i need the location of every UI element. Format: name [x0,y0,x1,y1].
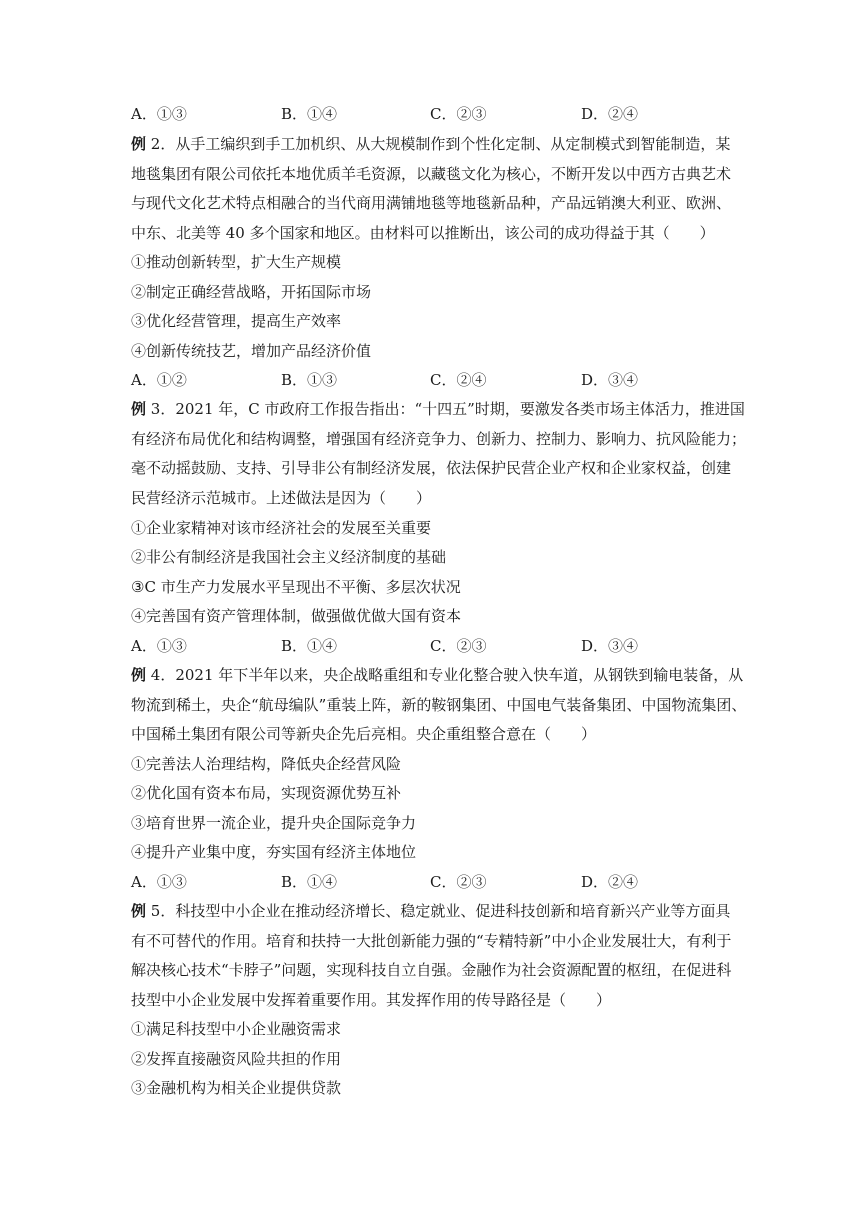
statement-item: ②优化国有资本布局，实现资源优势互补 [131,784,402,802]
example-label: 例 [131,902,147,920]
question-stem-line: 民营经济示范城市。上述做法是因为（ ） [131,488,432,507]
statement-item: ②非公有制经济是我国社会主义经济制度的基础 [131,548,447,566]
question-number: 4． [146,666,176,684]
statement-item: ③优化经营管理，提高生产效率 [131,312,342,330]
example-label: 例 [131,666,147,684]
answer-options [131,370,731,390]
answer-option: C．②③ [430,873,487,891]
statement-item: ④创新传统技艺，增加产品经济价值 [131,342,372,360]
answer-option: B．①④ [281,105,338,123]
statement-item: ①完善法人治理结构，降低央企经营风险 [131,755,402,773]
example-label: 例 [131,135,147,153]
question-stem-line: 物流到稀土，央企“航母编队”重装上阵，新的鞍钢集团、中国电气装备集团、中国物流集团、 [131,695,747,714]
answer-option: C．②④ [430,371,487,389]
answer-option: A．①② [131,371,187,389]
answer-options [131,104,731,124]
statement-item: ③C 市生产力发展水平呈现出不平衡、多层次状况 [131,578,461,596]
question-stem-line: 解决核心技术“卡脖子”问题，实现科技自立自强。金融作为社会资源配置的枢纽，在促进科 [131,961,732,979]
answer-option: C．②③ [430,105,487,123]
question-number: 2． [146,135,176,153]
statement-item: ④提升产业集中度，夯实国有经济主体地位 [131,843,417,861]
answer-option: D．③④ [581,371,639,389]
answer-option: C．②③ [430,637,487,655]
answer-option: B．①④ [281,873,338,891]
statement-item: ①企业家精神对该市经济社会的发展至关重要 [131,519,432,537]
answer-option: D．③④ [581,637,639,655]
question-stem-first-line [131,901,731,921]
answer-option: D．②④ [581,873,639,891]
statement-item: ②发挥直接融资风险共担的作用 [131,1050,342,1068]
question-text: 2021 年下半年以来，央企战略重组和专业化整合驶入快车道，从钢铁到输电装备，从 [175,666,744,684]
question-number: 3． [146,400,176,418]
statement-item: ④完善国有资产管理体制，做强做优做大国有资本 [131,607,462,625]
question-number: 5． [146,902,176,920]
question-text: 科技型中小企业在推动经济增长、稳定就业、促进科技创新和培育新兴产业等方面具 [175,902,731,920]
answer-option: A．①③ [131,105,187,123]
question-stem-line: 有不可替代的作用。培育和扶持一大批创新能力强的“专精特新”中小企业发展壮大，有利于 [131,931,732,950]
statement-item: ①推动创新转型，扩大生产规模 [131,253,342,271]
question-stem-first-line [131,665,744,685]
statement-item: ①满足科技型中小企业融资需求 [131,1020,342,1038]
answer-option: A．①③ [131,873,187,891]
statement-item: ③培育世界一流企业，提升央企国际竞争力 [131,814,417,832]
question-stem-line: 中国稀土集团有限公司等新央企先后亮相。央企重组整合意在（ ） [131,725,597,743]
question-text: 2021 年，C 市政府工作报告指出：“十四五”时期，要激发各类市场主体活力，推进国 [175,400,745,418]
statement-item: ②制定正确经营战略，开拓国际市场 [131,283,372,301]
question-stem-line: 与现代文化艺术特点相融合的当代商用满铺地毯等地毯新品种，产品远销澳大利亚、欧洲、 [131,194,732,212]
answer-option: A．①③ [131,637,187,655]
statement-item: ③金融机构为相关企业提供贷款 [131,1079,342,1097]
question-stem-line: 毫不动摇鼓励、支持、引导非公有制经济发展，依法保护民营企业产权和企业家权益，创建 [131,459,732,477]
example-label: 例 [131,400,147,418]
answer-option: B．①④ [281,637,338,655]
question-stem-first-line [131,399,745,419]
question-stem-line: 地毯集团有限公司依托本地优质羊毛资源，以藏毯文化为核心，不断开发以中西方古典艺术 [131,164,732,183]
question-stem-line: 中东、北美等 40 多个国家和地区。由材料可以推断出，该公司的成功得益于其（ ） [131,223,715,242]
question-stem-line: 技型中小企业发展中发挥着重要作用。其发挥作用的传导路径是（ ） [131,990,612,1009]
question-stem-line: 有经济布局优化和结构调整，增强国有经济竞争力、创新力、控制力、影响力、抗风险能力； [131,429,747,448]
answer-options [131,636,731,656]
question-text: 从手工编织到手工加机织、从大规模制作到个性化定制、从定制模式到智能制造，某 [175,135,731,153]
question-stem-first-line [131,134,731,154]
answer-options [131,872,731,892]
answer-option: B．①③ [281,371,338,389]
answer-option: D．②④ [581,105,639,123]
